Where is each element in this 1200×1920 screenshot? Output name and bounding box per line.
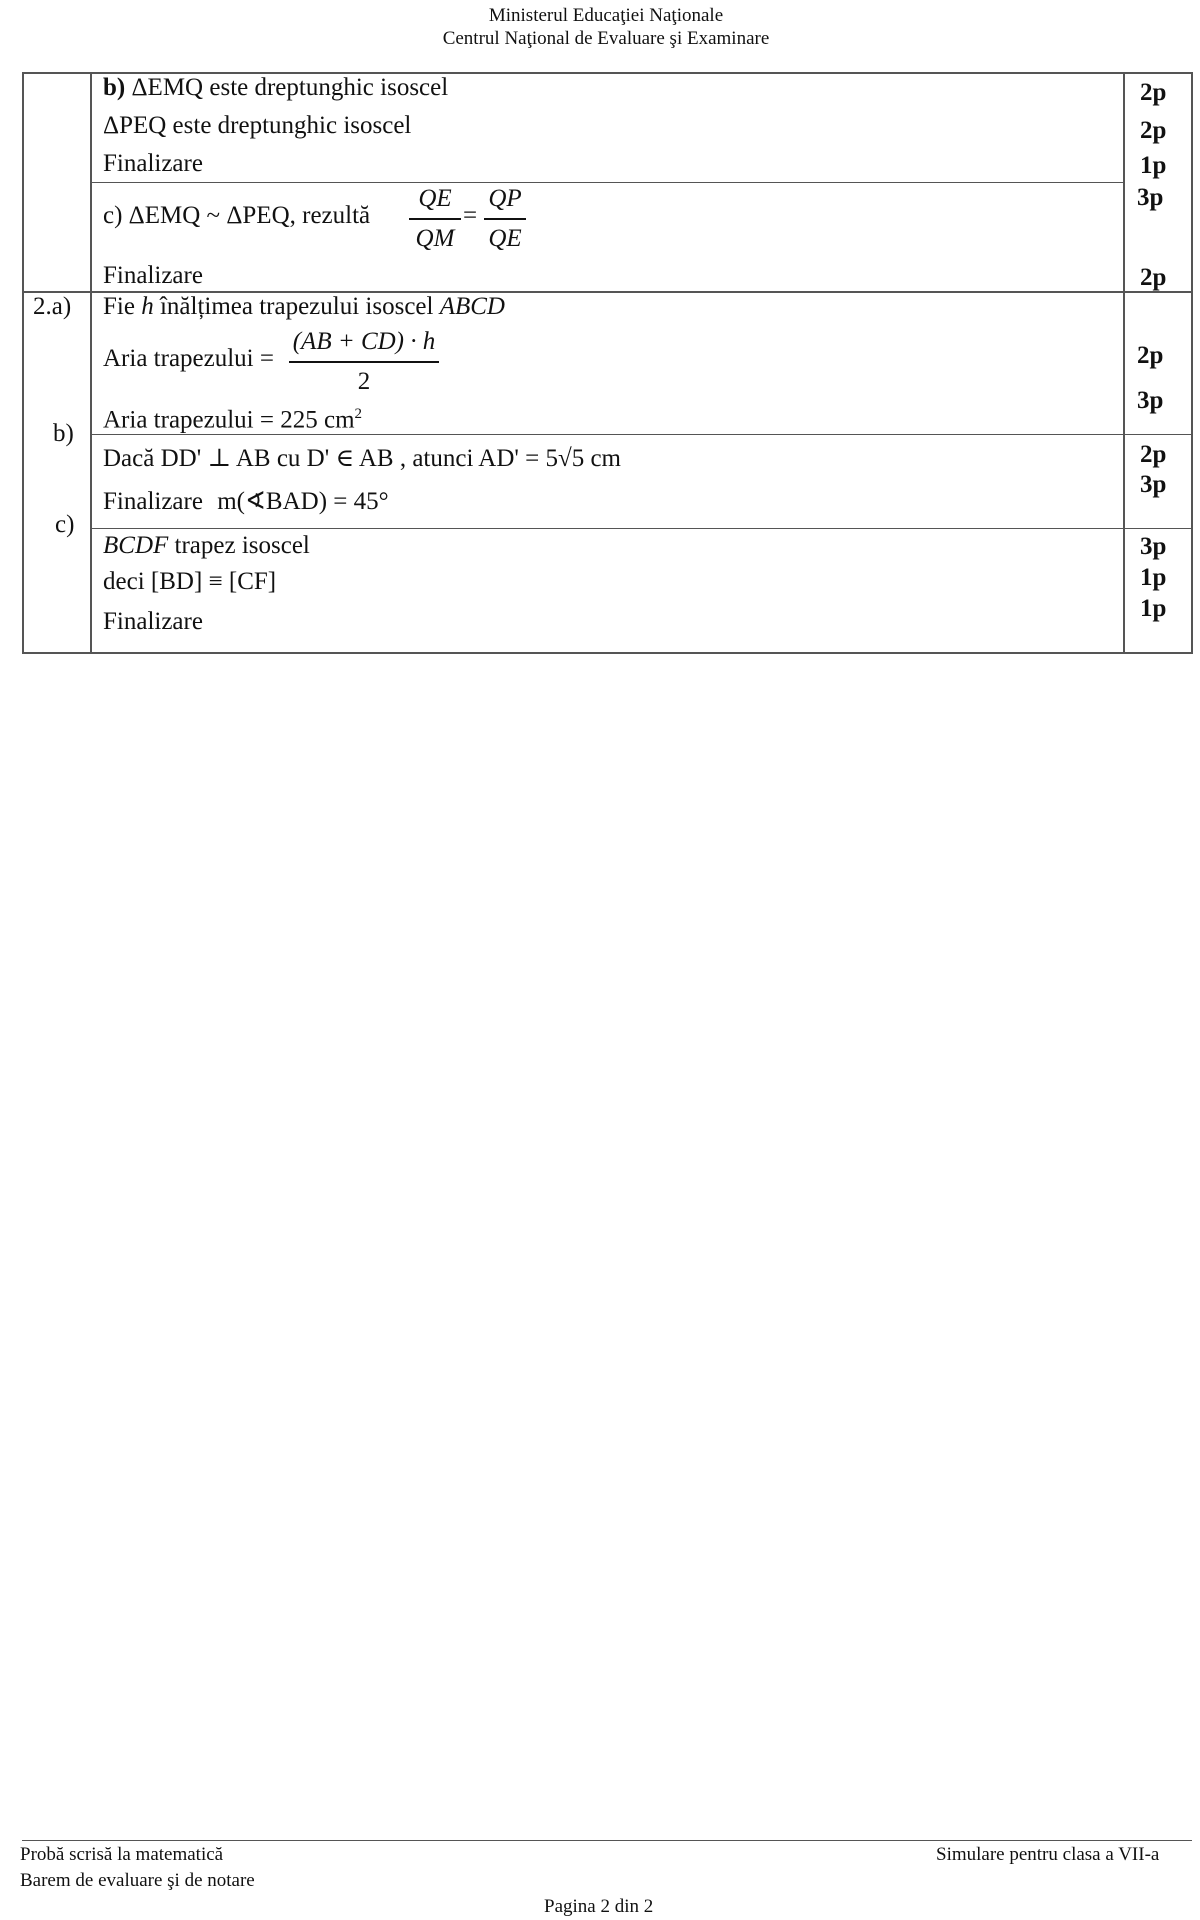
column-divider-1 [90,72,92,654]
page-header [0,4,1200,50]
area-numerator: (AB + CD) · h [292,328,436,355]
header-ministry: Ministerul Educaţiei Naţionale [488,5,724,26]
points-12: 1p [1140,595,1167,622]
row-divider-1 [90,182,1123,183]
points-6: 2p [1137,342,1164,369]
footer-simulation: Simulare pentru clasa a VII-a [936,1844,1160,1865]
points-11: 1p [1140,564,1167,591]
frac2-numerator: QP [488,185,522,212]
row1-label: b) [103,74,126,101]
frac1-numerator: QE [418,185,452,212]
row1-line3: Finalizare [103,150,203,177]
header-center: Centrul Naţional de Evaluare şi Examinare [442,28,770,49]
row1-line2: ΔPEQ este dreptunghic isoscel [103,112,412,139]
row3-area-result [103,399,362,435]
points-8: 2p [1140,441,1167,468]
points-3: 1p [1140,152,1167,179]
row5-trapez: trapez isoscel [174,532,310,559]
row5-line2: deci [BD] ≡ [CF] [103,568,277,595]
frac2-denominator: QE [488,224,522,252]
row3-area-value: Aria trapezului = 225 cm [103,406,355,434]
row3-abcd: ABCD [439,293,505,320]
row-divider-4 [90,528,1193,529]
column-divider-2 [1123,72,1125,654]
row3-area-fraction [289,327,439,397]
row3-line1 [103,292,505,322]
row2-line1 [103,201,370,231]
points-5: 2p [1140,264,1167,291]
table-bottom-border [22,652,1193,654]
question-label-2a: 2.a) [33,293,72,320]
row5-line3: Finalizare [103,608,203,635]
row2-equals: = [463,202,478,229]
row3-area-exponent: 2 [354,406,363,422]
footer-subject: Probă scrisă la matematică [20,1844,224,1865]
row5-line1 [103,531,310,561]
row3-fie: Fie [103,293,135,320]
points-1: 2p [1140,79,1167,106]
area-bar [289,361,439,363]
row4-final: Finalizare [103,488,203,515]
row3-area-label: Aria trapezului = [103,345,274,372]
row4-line2 [103,487,389,517]
frac1-denominator: QM [415,224,455,252]
footer-page-number: Pagina 2 din 2 [544,1896,654,1917]
row3-desc: înălțimea trapezului isoscel [159,293,434,320]
row2-label: c) [103,202,123,229]
row5-bcdf: BCDF [103,532,169,559]
row1-text1: ΔEMQ este dreptunghic isoscel [131,74,449,101]
row2-final: Finalizare [103,262,203,289]
area-denominator: 2 [357,367,371,395]
row2-similarity: ΔEMQ ~ ΔPEQ [128,202,290,229]
table-left-border [22,72,24,654]
row2-fraction-1 [409,184,461,254]
table-right-border [1191,72,1193,654]
frac1-bar [409,218,461,220]
question-label-2c: c) [55,511,75,538]
points-7: 3p [1137,387,1164,414]
row1-line1 [103,73,448,103]
footer-barem: Barem de evaluare şi de notare [20,1870,255,1891]
points-2: 2p [1140,117,1167,144]
row2-fraction-2 [484,184,526,254]
row4-line1: Dacă DD' ⊥ AB cu D' ∈ AB , atunci AD' = 5√5 cm [103,445,622,472]
points-9: 3p [1140,471,1167,498]
points-4: 3p [1137,184,1164,211]
footer-rule [22,1840,1192,1841]
row4-angle: m(∢BAD) = 45° [217,488,389,515]
row3-h: h [141,293,154,320]
frac2-bar [484,218,526,220]
points-10: 3p [1140,533,1167,560]
row2-result-word: , rezultă [289,202,371,229]
question-label-2b: b) [53,420,74,447]
